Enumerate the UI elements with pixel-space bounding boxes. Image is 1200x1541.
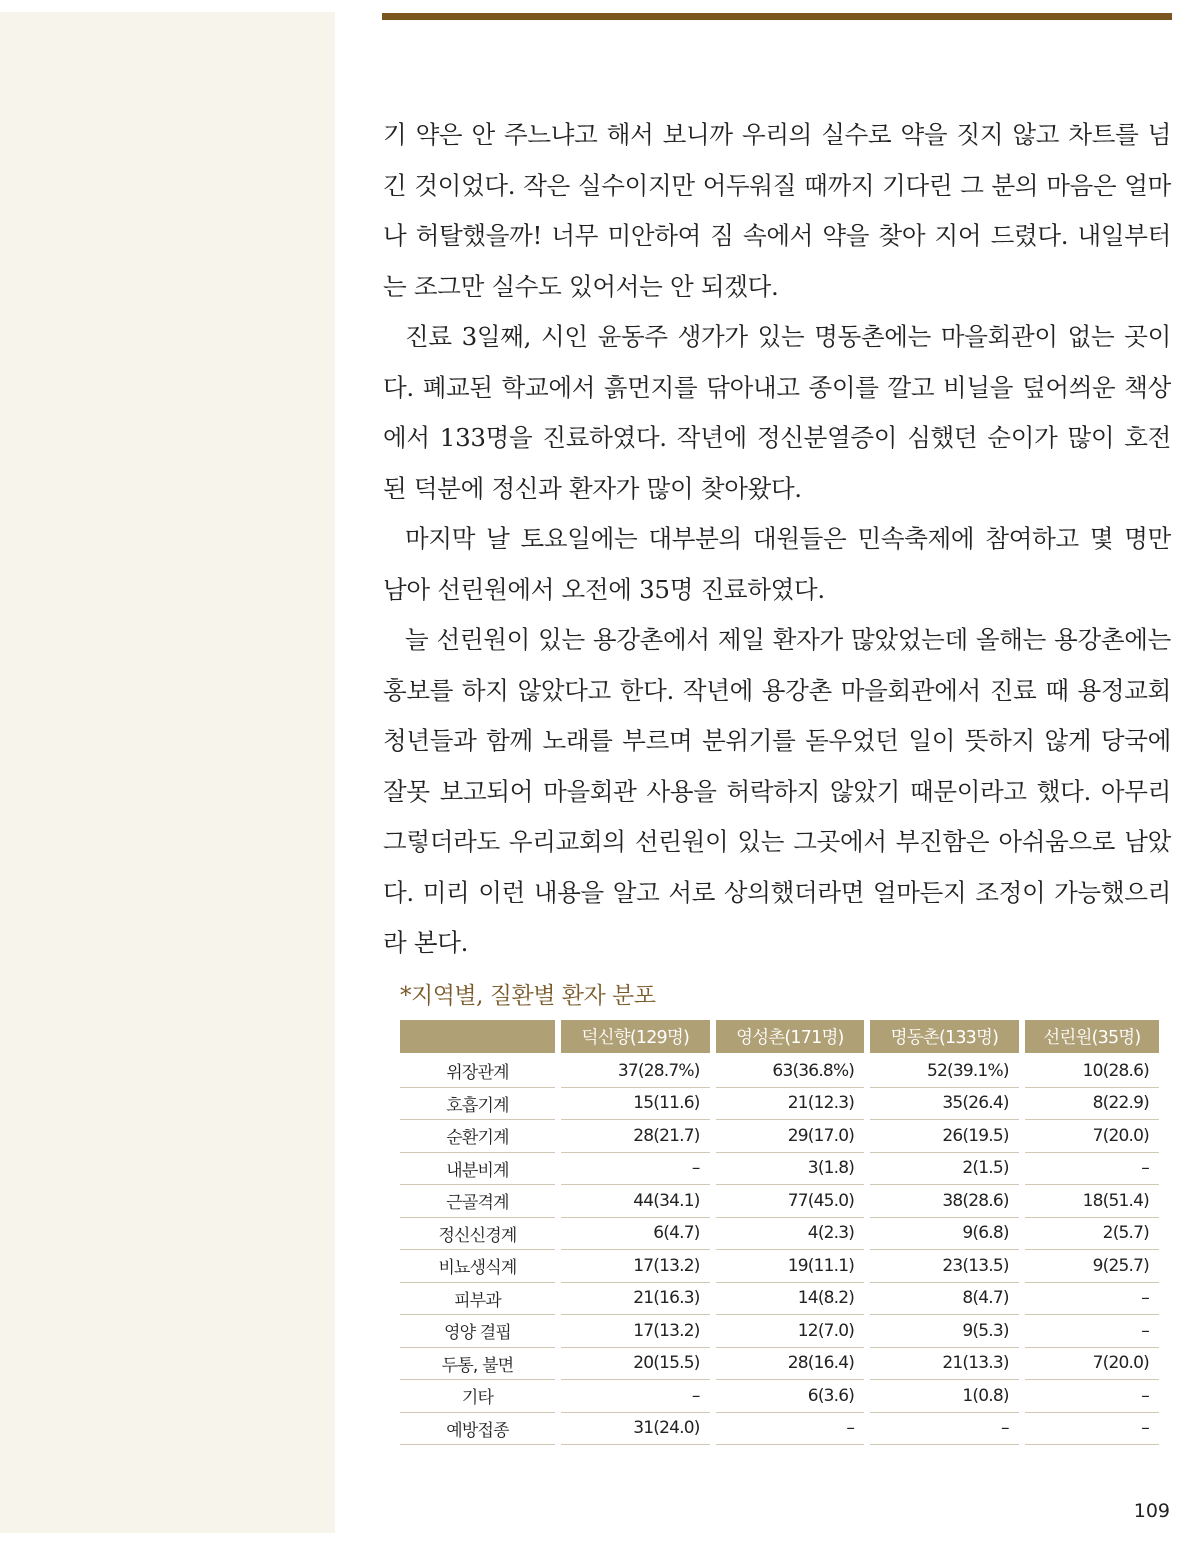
table-cell: 17(13.2) xyxy=(561,1250,710,1283)
table-cell: 15(11.6) xyxy=(561,1088,710,1121)
table-cell: 10(28.6) xyxy=(1025,1055,1159,1088)
table-cell: 6(3.6) xyxy=(716,1380,865,1413)
table-row xyxy=(400,1088,1159,1121)
row-label: 영양 결핍 xyxy=(400,1315,555,1348)
table-cell: – xyxy=(561,1153,710,1186)
table-cell: 21(16.3) xyxy=(561,1283,710,1316)
table-cell: 20(15.5) xyxy=(561,1348,710,1381)
side-panel xyxy=(0,12,335,1533)
header-cell xyxy=(400,1020,555,1055)
row-label: 호흡기계 xyxy=(400,1088,555,1121)
table-cell: 63(36.8%) xyxy=(716,1055,865,1088)
table-row xyxy=(400,1218,1159,1251)
table-cell: – xyxy=(716,1413,865,1446)
table-cell: 9(25.7) xyxy=(1025,1250,1159,1283)
row-label: 근골격계 xyxy=(400,1185,555,1218)
table-cell: 3(1.8) xyxy=(716,1153,865,1186)
header-cell: 명동촌(133명) xyxy=(870,1020,1019,1055)
header-cell: 덕신향(129명) xyxy=(561,1020,710,1055)
table-cell: 38(28.6) xyxy=(870,1185,1019,1218)
table-cell: – xyxy=(1025,1153,1159,1186)
table-cell: 7(20.0) xyxy=(1025,1120,1159,1153)
row-label: 내분비계 xyxy=(400,1153,555,1186)
paragraph: 마지막 날 토요일에는 대부분의 대원들은 민속축제에 참여하고 몇 명만 남아 선린원에서 오전에 35명 진료하였다. xyxy=(383,524,1171,604)
table-cell: 2(1.5) xyxy=(870,1153,1019,1186)
row-label: 피부과 xyxy=(400,1283,555,1316)
table-row xyxy=(400,1315,1159,1348)
table-header-row xyxy=(400,1020,1159,1055)
row-label: 순환기계 xyxy=(400,1120,555,1153)
table-body xyxy=(400,1055,1159,1445)
table-cell: 26(19.5) xyxy=(870,1120,1019,1153)
table-cell: 2(5.7) xyxy=(1025,1218,1159,1251)
table-cell: 1(0.8) xyxy=(870,1380,1019,1413)
body-text xyxy=(383,110,1171,969)
table-cell: 28(16.4) xyxy=(716,1348,865,1381)
table-cell: 4(2.3) xyxy=(716,1218,865,1251)
table-cell: – xyxy=(870,1413,1019,1446)
table-cell: 35(26.4) xyxy=(870,1088,1019,1121)
page-number: 109 xyxy=(1133,1500,1170,1522)
table-row xyxy=(400,1250,1159,1283)
table-cell: – xyxy=(1025,1315,1159,1348)
table-cell: 17(13.2) xyxy=(561,1315,710,1348)
table-row xyxy=(400,1413,1159,1446)
header-cell: 영성촌(171명) xyxy=(716,1020,865,1055)
table-row xyxy=(400,1185,1159,1218)
table-cell: – xyxy=(1025,1283,1159,1316)
table-row xyxy=(400,1055,1159,1088)
table-cell: 21(12.3) xyxy=(716,1088,865,1121)
table-cell: 8(22.9) xyxy=(1025,1088,1159,1121)
table-title: *지역별, 질환별 환자 분포 xyxy=(400,983,656,1009)
top-rule xyxy=(382,13,1172,20)
table-row xyxy=(400,1153,1159,1186)
table-cell: 77(45.0) xyxy=(716,1185,865,1218)
paragraph: 기 약은 안 주느냐고 해서 보니까 우리의 실수로 약을 짓지 않고 차트를 넘긴 것이었다. 작은 실수이지만 어두워질 때까지 기다린 그 분의 마음은 얼마나 허탈했을까! 너무 미안하여 짐 속에서 약을 찾아 지어 드렸다. 내일부터는 조그만 실수도 있어서는 안 되겠다. xyxy=(383,120,1171,301)
paragraph: 늘 선린원이 있는 용강촌에서 제일 환자가 많았었는데 올해는 용강촌에는 홍보를 하지 않았다고 한다. 작년에 용강촌 마을회관에서 진료 때 용정교회 청년들과 함께 노래를 부르며 분위기를 돋우었던 일이 뜻하지 않게 당국에 잘못 보고되어 마을회관 사용을 허락하지 않았기 때문이라고 했다. 아무리 그렇더라도 우리교회의 선린원이 있는 그곳에서 부진함은 아쉬움으로 남았다. 미리 이런 내용을 알고 서로 상의했더라면 얼마든지 조정이 가능했으리라 본다. xyxy=(383,625,1171,957)
table-row xyxy=(400,1283,1159,1316)
table-cell: – xyxy=(1025,1413,1159,1446)
paragraph: 진료 3일째, 시인 윤동주 생가가 있는 명동촌에는 마을회관이 없는 곳이다. 폐교된 학교에서 흙먼지를 닦아내고 종이를 깔고 비닐을 덮어씌운 책상에서 133명을 진료하였다. 작년에 정신분열증이 심했던 순이가 많이 호전된 덕분에 정신과 환자가 많이 찾아왔다. xyxy=(383,322,1171,503)
row-label: 기타 xyxy=(400,1380,555,1413)
table-cell: 19(11.1) xyxy=(716,1250,865,1283)
table-cell: 52(39.1%) xyxy=(870,1055,1019,1088)
table-cell: 6(4.7) xyxy=(561,1218,710,1251)
table-cell: 28(21.7) xyxy=(561,1120,710,1153)
table-cell: 37(28.7%) xyxy=(561,1055,710,1088)
table-cell: 21(13.3) xyxy=(870,1348,1019,1381)
table-cell: 18(51.4) xyxy=(1025,1185,1159,1218)
table-cell: 12(7.0) xyxy=(716,1315,865,1348)
table-cell: – xyxy=(1025,1380,1159,1413)
row-label: 예방접종 xyxy=(400,1413,555,1446)
row-label: 위장관계 xyxy=(400,1055,555,1088)
row-label: 두통, 불면 xyxy=(400,1348,555,1381)
table-cell: 9(5.3) xyxy=(870,1315,1019,1348)
row-label: 비뇨생식계 xyxy=(400,1250,555,1283)
header-cell: 선린원(35명) xyxy=(1025,1020,1159,1055)
table-cell: 14(8.2) xyxy=(716,1283,865,1316)
table-cell: – xyxy=(561,1380,710,1413)
table-row xyxy=(400,1380,1159,1413)
distribution-table xyxy=(394,1020,1165,1445)
table-cell: 9(6.8) xyxy=(870,1218,1019,1251)
table-cell: 7(20.0) xyxy=(1025,1348,1159,1381)
table-cell: 31(24.0) xyxy=(561,1413,710,1446)
table-row xyxy=(400,1120,1159,1153)
table-cell: 29(17.0) xyxy=(716,1120,865,1153)
table-row xyxy=(400,1348,1159,1381)
table-cell: 8(4.7) xyxy=(870,1283,1019,1316)
table-cell: 23(13.5) xyxy=(870,1250,1019,1283)
table-cell: 44(34.1) xyxy=(561,1185,710,1218)
row-label: 정신신경계 xyxy=(400,1218,555,1251)
